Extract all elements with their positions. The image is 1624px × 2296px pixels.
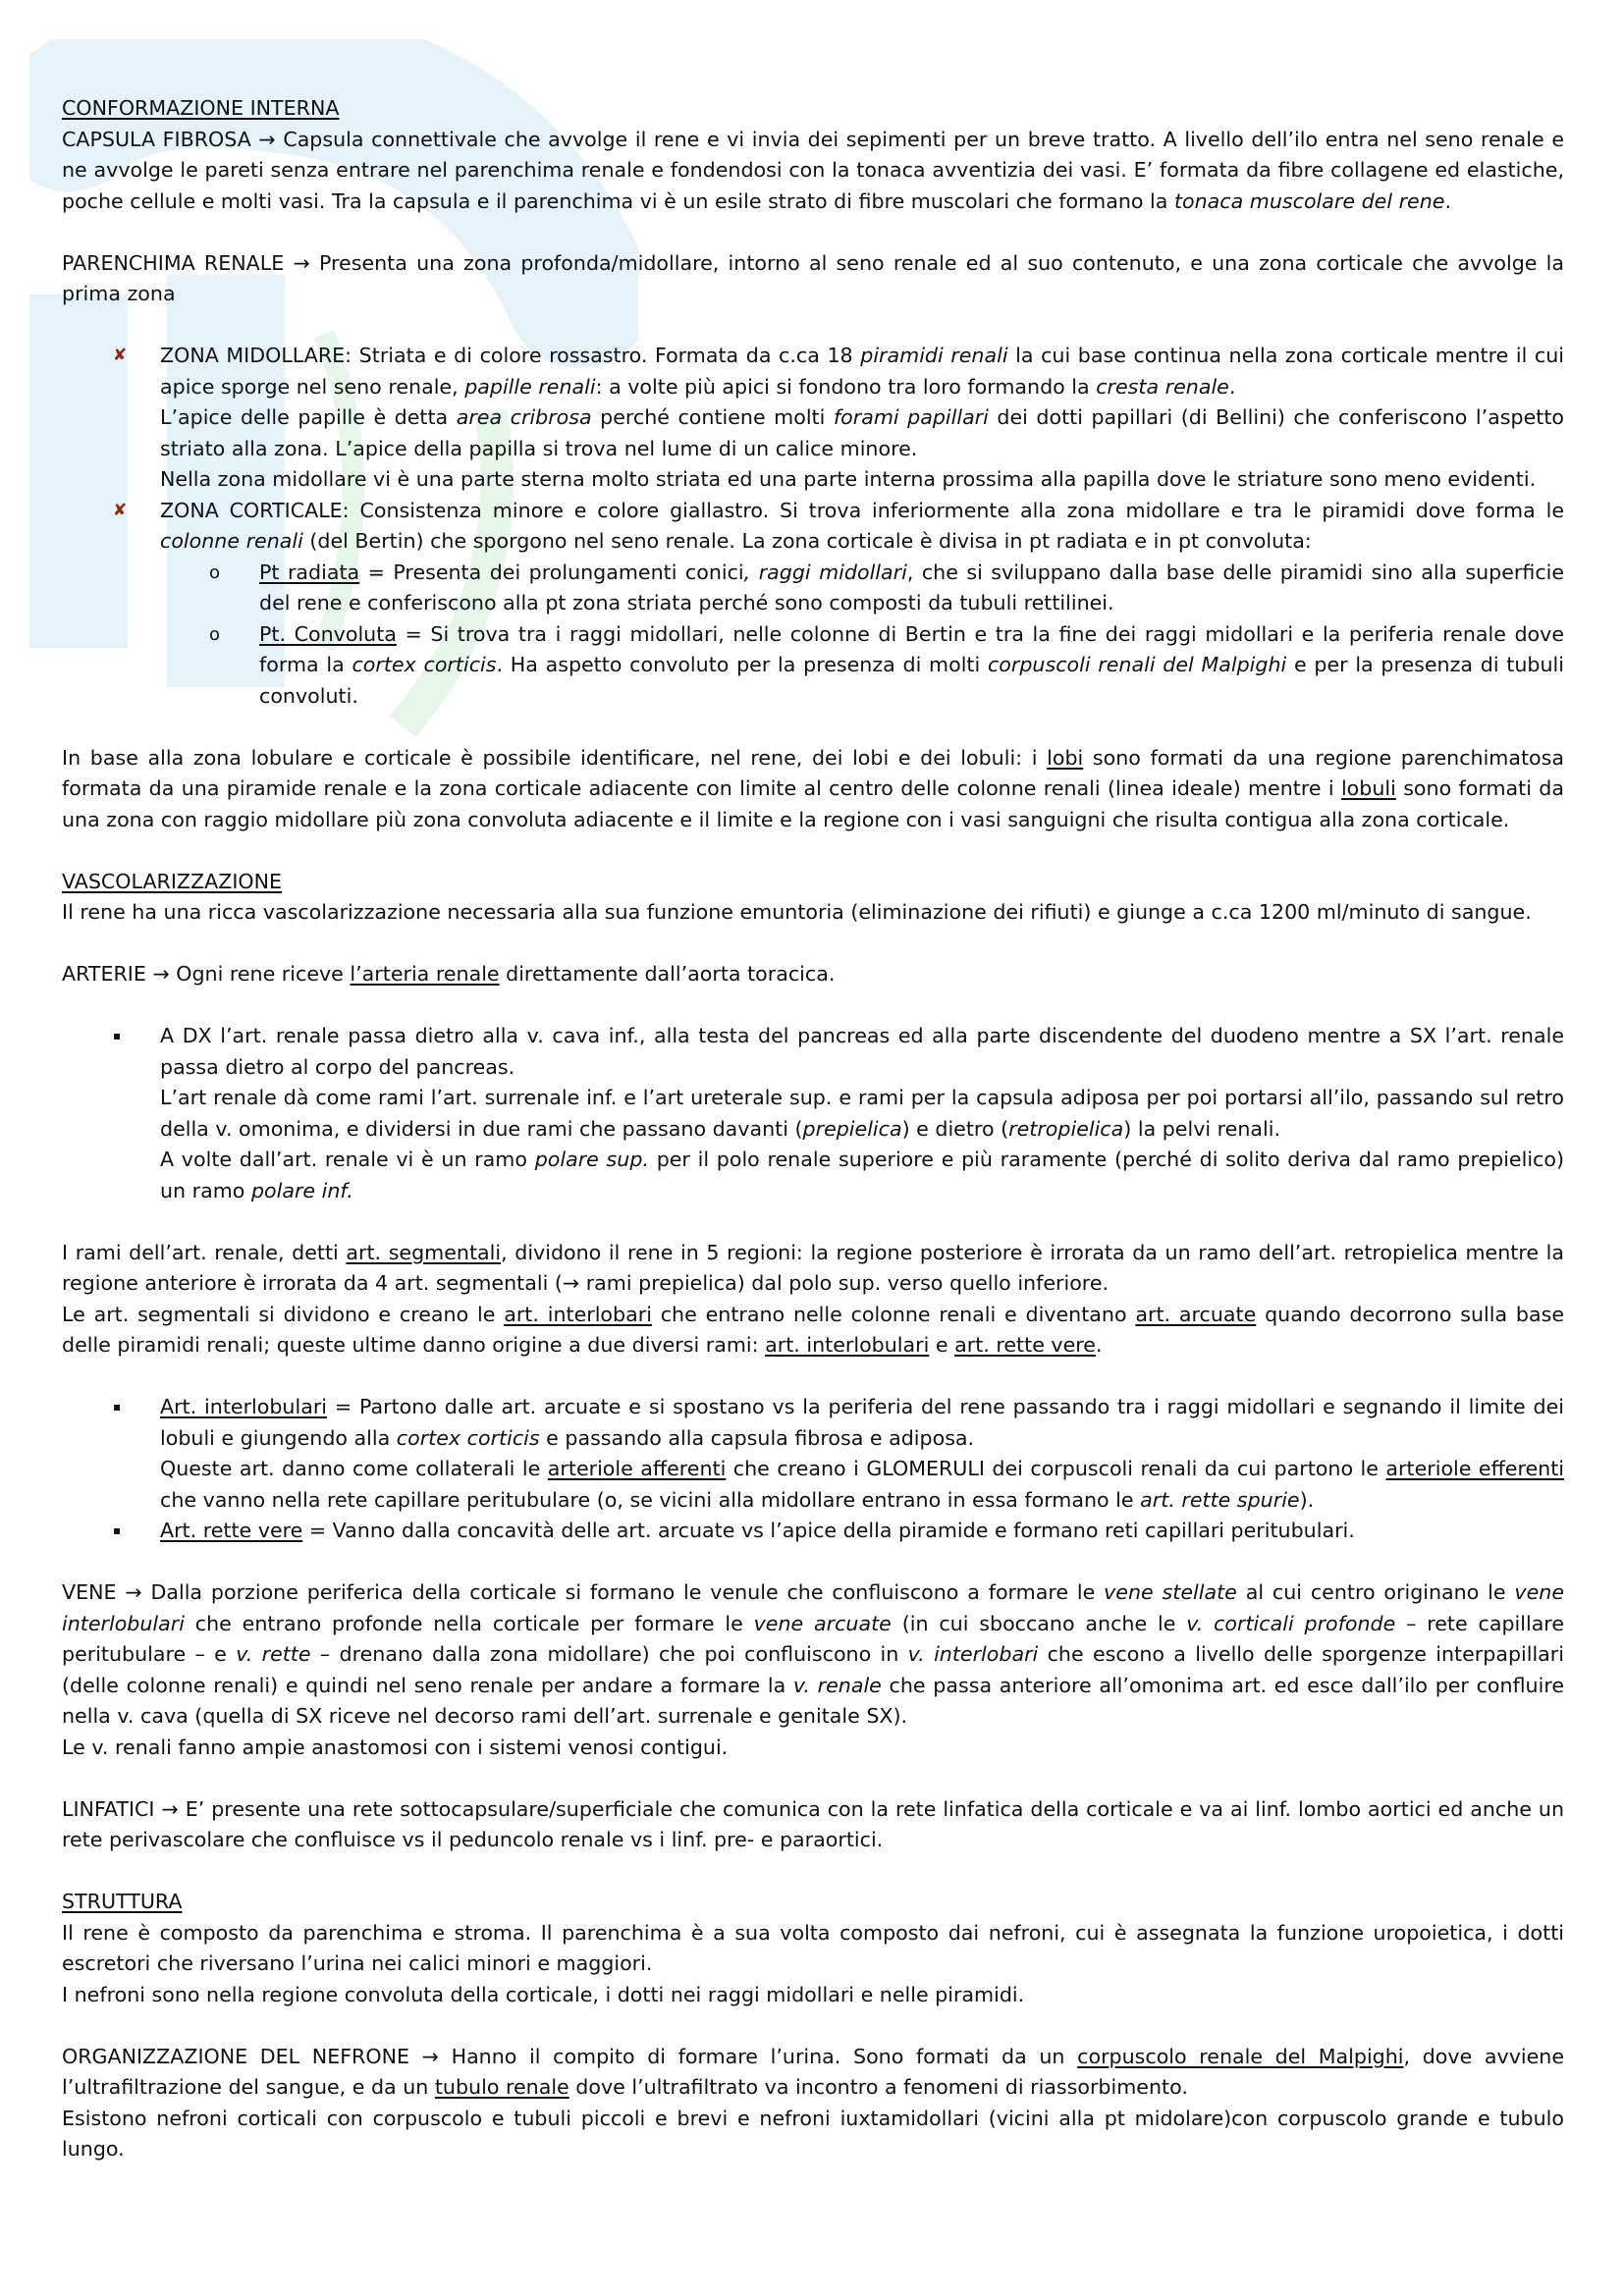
arrow-right-icon: → [562,1271,580,1295]
list-item-zona-corticale: ✘ ZONA CORTICALE: Consistenza minore e colore giallastro. Si trova inferiormente alla zona midollare e tra le piramidi dove forma le colonne renali (del Bertin) che sporgono nel seno renale. La zona corticale è divisa in pt radiata e in pt convoluta: [62,496,1564,558]
square-bullet-icon: ▪ [113,1400,122,1414]
arrow-right-icon: → [421,2044,439,2068]
paragraph-linfatici: LINFATICI → E’ presente una rete sottocapsulare/superficiale che comunica con la rete linfatica della corticale e va ai linf. lombo aortici ed anche un rete perivascolare che confluisce vs il peduncolo renale vs i linf. pre- e paraortici. [62,1796,1565,1851]
document-page [62,93,1564,2165]
paragraph-organizzazione-nefrone: ORGANIZZAZIONE DEL NEFRONE → Hanno il compito di formare l’urina. Sono formati da un corpuscolo renale del Malpighi, dove avviene l’ultrafiltrazione del sangue, e da un tubulo renale dove l’ultrafiltrato va incontro a fenomeni di riassorbimento. [62,2044,1565,2099]
arrow-right-icon: → [293,250,310,275]
arrow-right-icon: → [258,127,276,151]
list-item-art-rette-vere: ▪ Art. rette vere = Vanno dalla concavità delle art. arcuate vs l’apice della piramide e formano reti capillari peritubulari. [62,1516,1564,1547]
arrow-right-icon: → [152,962,170,986]
circle-bullet-icon: o [209,561,221,583]
paragraph-interlobari: Le art. segmentali si dividono e creano le art. interlobari che entrano nelle colonne renali e diventano art. arcuate quando decorrono sulla base delle piramidi renali; queste ultime danno origine a due diversi rami: art. interlobulari e art. rette vere. [62,1302,1564,1357]
arrow-right-icon: → [125,1580,142,1604]
arrow-right-icon: → [161,1796,179,1821]
paragraph-parenchima-renale: PARENCHIMA RENALE → Presenta una zona profonda/midollare, intorno al seno renale ed al suo contenuto, e una zona corticale che avvolge la prima zona [62,250,1565,305]
paragraph-lobi-lobuli: In base alla zona lobulare e corticale è possibile identificare, nel rene, dei lobi e dei lobuli: i lobi sono formati da una regione parenchimatosa formata da una piramide renale e la zona corticale adiacente con limite al centro delle colonne renali (linea ideale) mentre i lobuli sono formati da una zona con raggio midollare più zona convoluta adiacente e il limite e la regione con i vasi sanguigni che risulta contigua alla zona corticale. [62,745,1564,831]
paragraph-struttura: Il rene è composto da parenchima e stroma. Il parenchima è a sua volta composto dai nefroni, cui è assegnata la funzione uropoietica, i dotti escretori che riversano l’urina nei calici minori e maggiori. [62,1920,1564,1975]
list-item-zona-midollare: ✘ ZONA MIDOLLARE: Striata e di colore rossastro. Formata da c.ca 18 piramidi renali la cui base continua nella zona corticale mentre il cui apice sporge nel seno renale, papille renali: a volte più apici si fondono tra loro formando la cresta renale. L’apice delle papille è detta area cribrosa perché contiene molti forami papillari dei dotti papillari (di Bellini) che conferiscono l’aspetto striato alla zona. L’apice della papilla si trova nel lume di un calice minore. Nella zona midollare vi è una parte sterna molto striata ed una parte interna prossima alla papilla dove le striature sono meno evidenti. [62,341,1564,496]
paragraph-anastomosi: Le v. renali fanno ampie anastomosi con i sistemi venosi contigui. [62,1735,729,1759]
sublist-item-pt-radiata: o Pt radiata = Presenta dei prolungamenti conici, raggi midollari, che si sviluppano dalla base delle piramidi sino alla superficie del rene e conferiscono alla pt zona striata perché sono composti da tubuli rettilinei. [62,558,1564,619]
section-title-vascolarizzazione: VASCOLARIZZAZIONE [62,869,283,893]
paragraph-vascolarizzazione: Il rene ha una ricca vascolarizzazione necessaria alla sua funzione emuntoria (eliminazione dei rifiuti) e giunge a c.ca 1200 ml/minuto di sangue. [62,900,1532,924]
paragraph-tipi-nefroni: Esistono nefroni corticali con corpuscolo e tubuli piccoli e brevi e nefroni iuxtamidollari (vicini alla pt midolare)con corpuscolo grande e tubulo lungo. [62,2106,1564,2161]
list-item-art-interlobulari: ▪ Art. interlobulari = Partono dalle art. arcuate e si spostano vs la periferia del rene passando tra i raggi midollari e segnando il limite dei lobuli e giungendo alla cortex corticis e passando alla capsula fibrosa e adiposa. Queste art. danno come collaterali le arteriole afferenti che creano i GLOMERULI dei corpuscoli renali da cui partono le arteriole efferenti che vanno nella rete capillare peritubulare (o, se vicini alla midollare entrano in essa formano le art. rette spurie). [62,1392,1564,1516]
sublist-item-pt-convoluta: o Pt. Convoluta = Si trova tra i raggi midollari, nelle colonne di Bertin e tra la fine dei raggi midollari e la periferia renale dove forma la cortex corticis. Ha aspetto convoluto per la presenza di molti corpuscoli renali del Malpighi e per la presenza di tubuli convoluti. [62,619,1564,713]
section-title-conformazione: CONFORMAZIONE INTERNA [62,96,340,120]
paragraph-arterie: ARTERIE → Ogni rene riceve l’arteria renale direttamente dall’aorta toracica. [62,962,836,986]
square-bullet-icon: ▪ [113,1029,122,1042]
list-item-arteria-renale: ▪ A DX l’art. renale passa dietro alla v. cava inf., alla testa del pancreas ed alla parte discendente del duodeno mentre a SX l’art. renale passa dietro al corpo del pancreas. L’art renale dà come rami l’art. surrenale inf. e l’art ureterale sup. e rami per la capsula adiposa per poi portarsi all’ilo, passando sul retro della v. omonima, e dividersi in due rami che passano davanti (prepielica) e dietro (retropielica) la pelvi renali. A volte dall’art. renale vi è un ramo polare sup. per il polo renale superiore e più raramente (perché di solito deriva dal ramo prepielico) un ramo polare inf. [62,1021,1564,1206]
paragraph-segmentali: I rami dell’art. renale, detti art. segmentali, dividono il rene in 5 regioni: la regione posteriore è irrorata da un ramo dell’art. retropielica mentre la regione anteriore è irrorata da 4 art. segmentali (→ rami prepielica) dal polo sup. verso quello inferiore. [62,1240,1564,1295]
square-bullet-icon: ▪ [113,1523,122,1537]
paragraph-nefroni: I nefroni sono nella regione convoluta della corticale, i dotti nei raggi midollari e nelle piramidi. [62,1982,1025,2006]
paragraph-capsula-fibrosa: CAPSULA FIBROSA → Capsula connettivale che avvolge il rene e vi invia dei sepimenti per un breve tratto. A livello dell’ilo entra nel seno renale e ne avvolge le pareti senza entrare nel parenchima renale e fondendosi con la tonaca avventizia dei vasi. E’ formata da fibre collagene ed elastiche, poche cellule e molti vasi. Tra la capsula e il parenchima vi è un esile strato di fibre muscolari che formano la tonaca muscolare del rene. [62,127,1564,213]
paragraph-vene: VENE → Dalla porzione periferica della corticale si formano le venule che confluiscono a formare le vene stellate al cui centro originano le vene interlobulari che entrano profonde nella corticale per formare le vene arcuate (in cui sboccano anche le v. corticali profonde – rete capillare peritubulare – e v. rette – drenano dalla zona midollare) che poi confluiscono in v. interlobari che escono a livello delle sporgenze interpapillari (delle colonne renali) e quindi nel seno renale per andare a formare la v. renale che passa anteriore all’omonima art. ed esce dall’ilo per confluire nella v. cava (quella di SX riceve nel decorso rami dell’art. surrenale e genitale SX). [62,1580,1564,1728]
cross-bullet-icon: ✘ [113,346,128,365]
cross-bullet-icon: ✘ [113,500,128,520]
section-title-struttura: STRUTTURA [62,1890,183,1913]
circle-bullet-icon: o [209,623,221,645]
